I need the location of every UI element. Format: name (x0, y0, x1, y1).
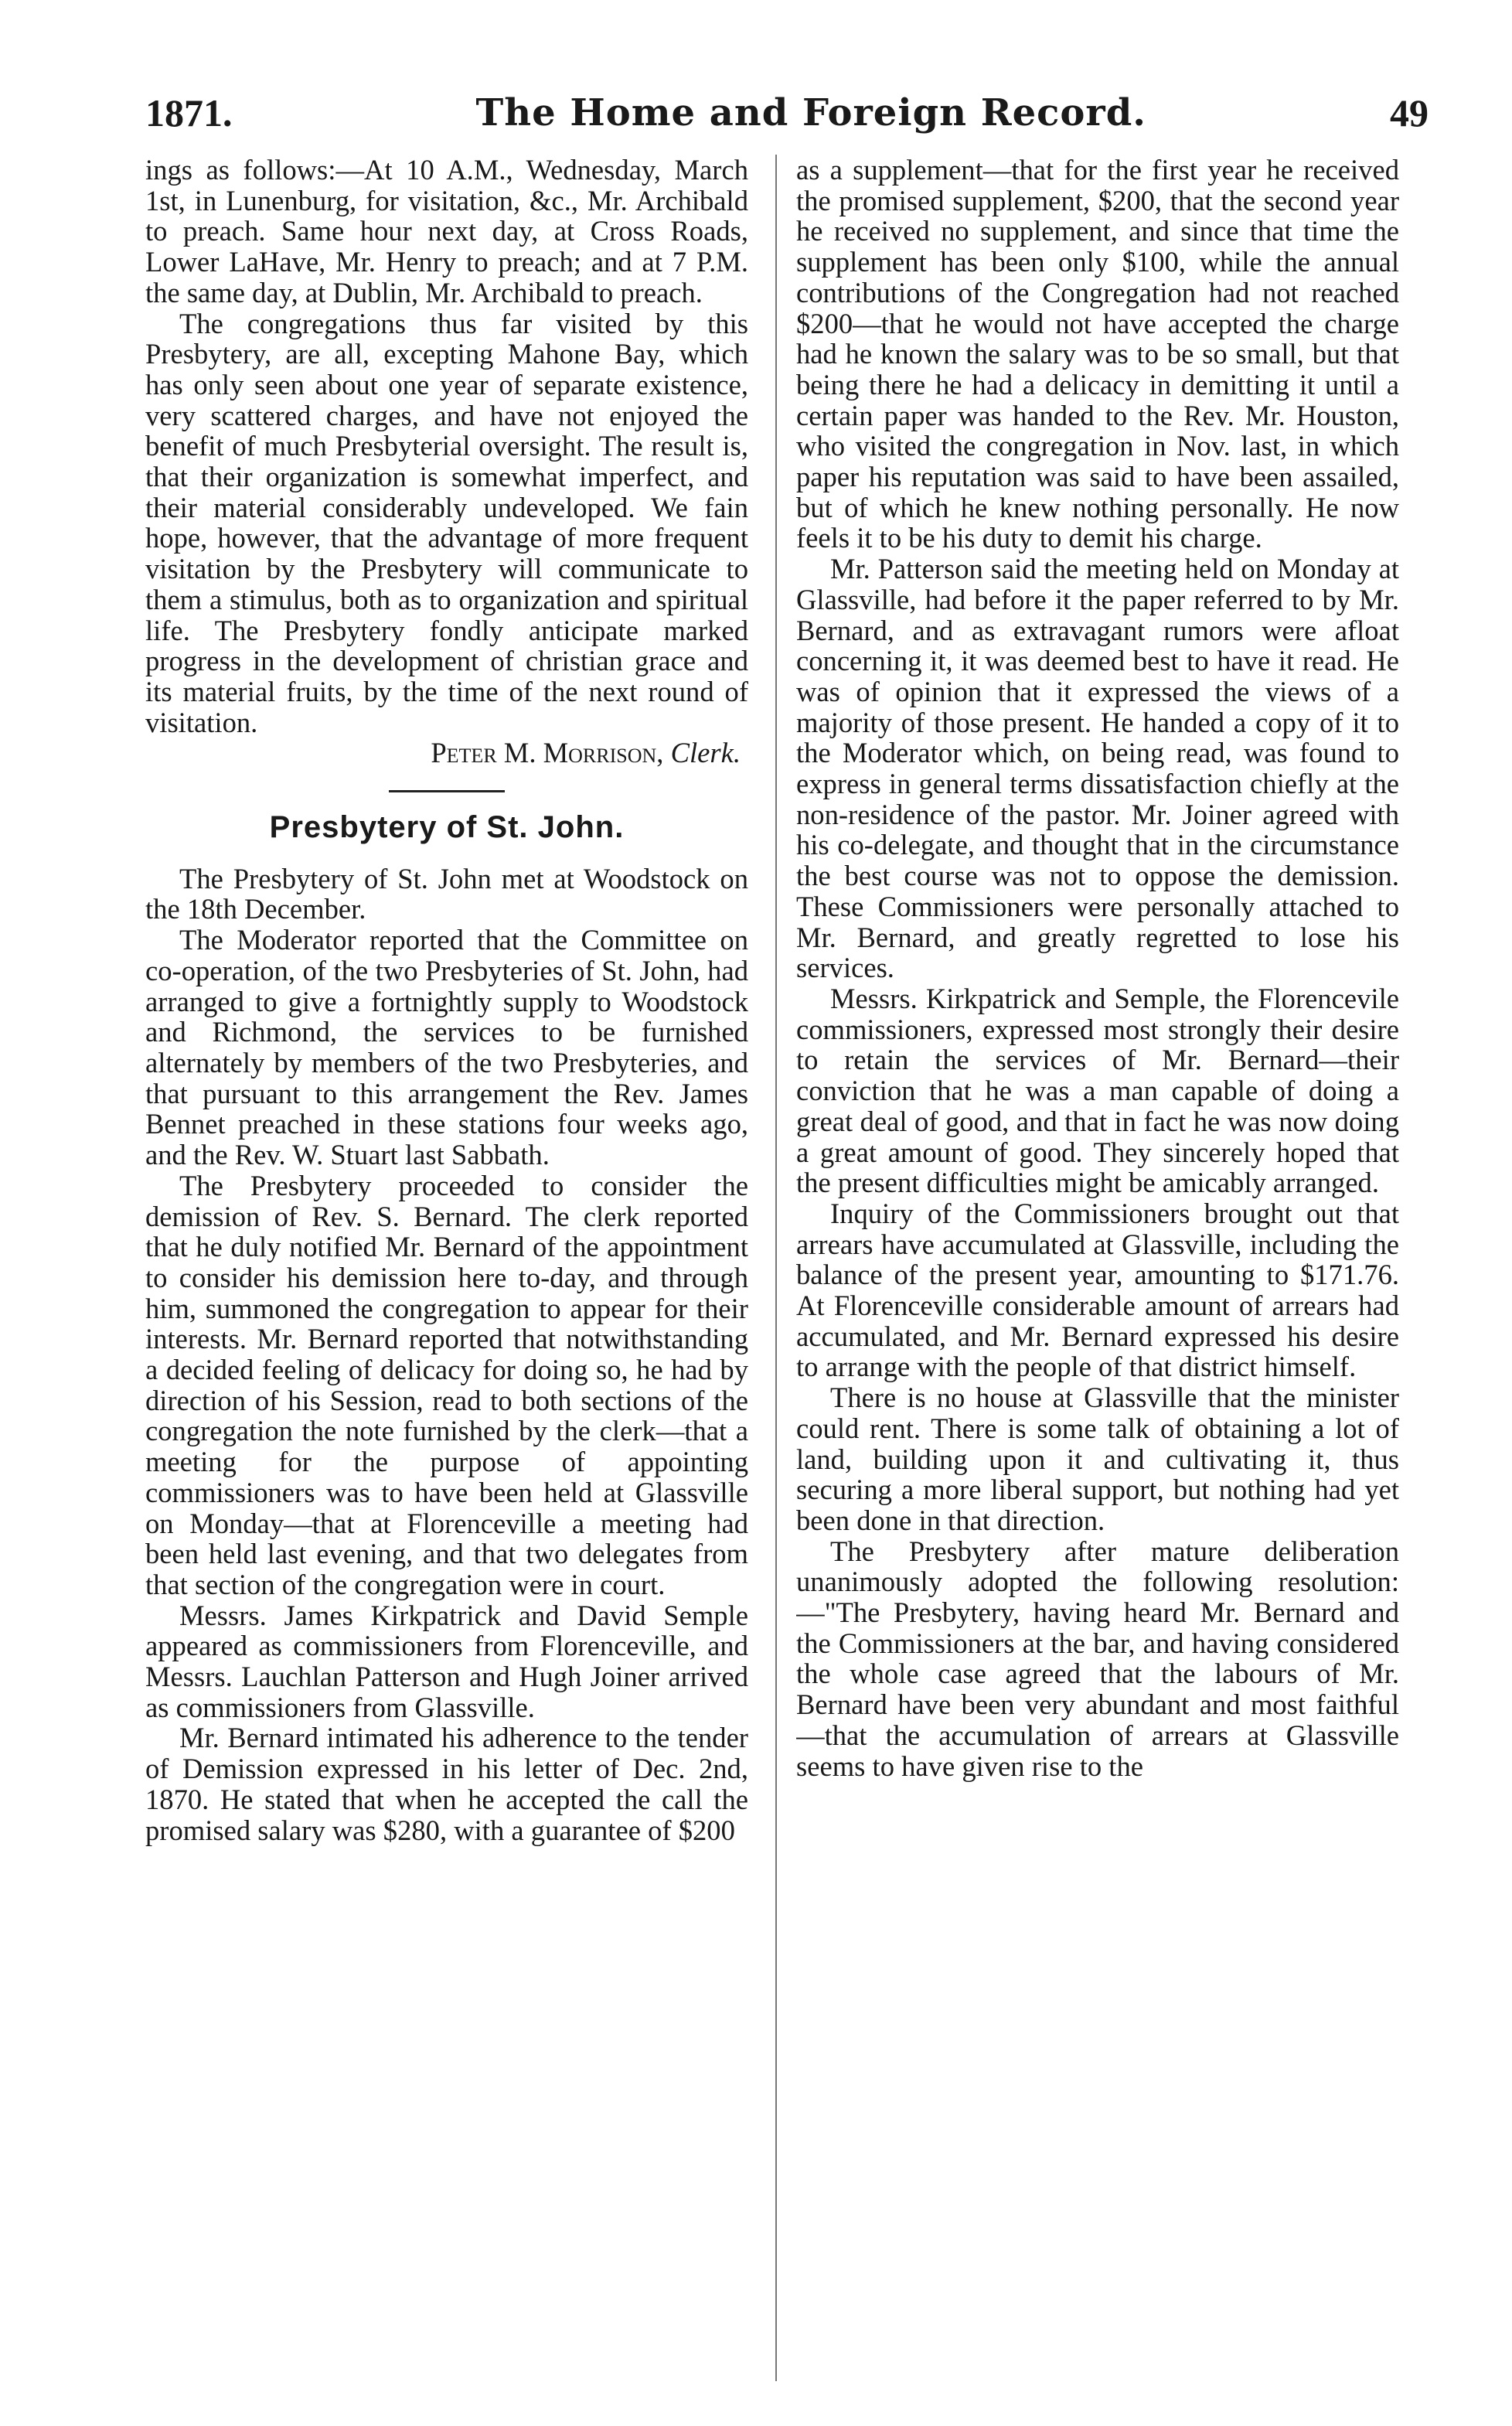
signature-name: Peter M. Morrison, (431, 737, 664, 769)
right-column (796, 155, 1399, 2389)
paragraph: Inquiry of the Commissioners brought out that arrears have accumulated at Glassville, including the balance of the present year, amounting to $171.76. At Florenceville considerable amount of arrears had accumulated, and Mr. Bernard expressed his desire to arrange with the people of that district himself. (796, 1197, 1399, 1383)
section-divider (389, 790, 505, 792)
paragraph: The Presbytery after mature deliberation unanimously adopted the following resolution:—"The Presbytery, having heard Mr. Bernard and the Commissioners at the bar, and having considered the whole case agreed that the labours of Mr. Bernard have been very abundant and most faithful—that the accumulation of arrears at Glassville seems to have given rise to the (796, 1535, 1399, 1782)
signature (145, 738, 748, 768)
paragraph: The Moderator reported that the Committee on co-operation, of the two Presbyteries of St. John, had arranged to give a fortnightly supply to Woodstock and Richmond, the services to be furnished alternately by members of the two Presbyteries, and that pursuant to this arrangement the Rev. James Bennet preached in these stations four weeks ago, and the Rev. W. Stuart last Sabbath. (145, 924, 748, 1171)
header-year: 1871. (145, 91, 233, 135)
left-column (145, 155, 748, 2389)
paragraph: ings as follows:—At 10 A.M., Wednesday, March 1st, in Lunenburg, for visitation, &c., Mr. Archibald to preach. Same hour next day, at Cross Roads, Lower LaHave, Mr. Henry to preach; and at 7 P.M. the same day, at Dublin, Mr. Archibald to preach. (145, 155, 748, 308)
header-title: The Home and Foreign Record. (475, 91, 1146, 135)
paragraph: as a supplement—that for the first year he received the promised supplement, $200, that the second year he received no supplement, and since that time the supplement has been only $100, while the annual contributions of the Congregation had not reached $200—that he would not have accepted the charge had he known the salary was to be so small, but that being there he had a delicacy in demitting it until a certain paper was handed to the Rev. Mr. Houston, who visited the congregation in Nov. last, in which paper his reputation was said to have been assailed, but of which he knew nothing personally. He now feels it to be his duty to demit his charge. (796, 155, 1399, 554)
signature-role: Clerk. (670, 737, 741, 769)
paragraph: The Presbytery proceeded to consider the demission of Rev. S. Bernard. The clerk reported that he duly notified Mr. Bernard of the appointment to consider his demission here to-day, and through him, summoned the congregation to appear for their interests. Mr. Bernard reported that notwithstanding a decided feeling of delicacy for doing so, he had by direction of his Session, read to both sections of the congregation the note furnished by the clerk—that a meeting for the purpose of appointing commissioners was to have been held at Glassville on Monday—that at Florenceville a meeting had been held last evening, and that two delegates from that section of the congregation were in court. (145, 1169, 748, 1600)
column-rule (775, 155, 777, 2381)
paragraph: Mr. Bernard intimated his adherence to the tender of Demission expressed in his letter of Dec. 2nd, 1870. He stated that when he accepted the call the promised salary was $280, with a guarantee of $200 (145, 1722, 748, 1846)
section-heading: Presbytery of St. John. (269, 810, 625, 845)
paragraph: There is no house at Glassville that the minister could rent. There is some talk of obtaining a lot of land, building upon it and cultivating it, thus securing a more liberal support, but nothing had yet been done in that direction. (796, 1382, 1399, 1536)
page-number: 49 (1389, 91, 1429, 135)
paragraph: The Presbytery of St. John met at Woodstock on the 18th December. (145, 862, 748, 925)
running-header (145, 85, 1429, 141)
paragraph: Messrs. James Kirkpatrick and David Semple appeared as commissioners from Florenceville, and Messrs. Lauchlan Patterson and Hugh Joiner arrived as commissioners from Glassville. (145, 1599, 748, 1723)
paragraph: The congregations thus far visited by this Presbytery, are all, excepting Mahone Bay, which has only seen about one year of separate existence, very scattered charges, and have not enjoyed the benefit of much Presbyterial oversight. The result is, that their organization is somewhat imperfect, and their material considerably undeveloped. We fain hope, however, that the advantage of more frequent visitation by the Presbytery will communicate to them a stimulus, both as to organization and spiritual life. The Presbytery fondly anticipate marked progress in the development of christian grace and its material fruits, by the time of the next round of visitation. (145, 307, 748, 738)
paragraph: Messrs. Kirkpatrick and Semple, the Florencevile commissioners, expressed most strongly their desire to retain the services of Mr. Bernard—their conviction that he was a man capable of doing a great deal of good, and that in fact he was now doing a great amount of good. They sincerely hoped that the present difficulties might be amicably arranged. (796, 982, 1399, 1199)
paragraph: Mr. Patterson said the meeting held on Monday at Glassville, had before it the paper referred to by Mr. Bernard, and as extravagant rumors were afloat concerning it, it was deemed best to have it read. He was of opinion that it expressed the views of a majority of those present. He handed a copy of it to the Moderator which, on being read, was found to express in general terms dissatisfaction chiefly at the non-residence of the pastor. Mr. Joiner agreed with his co-delegate, and thought that in the circumstance the best course was not to oppose the demission. These Commissioners were personally attached to Mr. Bernard, and greatly regretted to lose his services. (796, 553, 1399, 984)
